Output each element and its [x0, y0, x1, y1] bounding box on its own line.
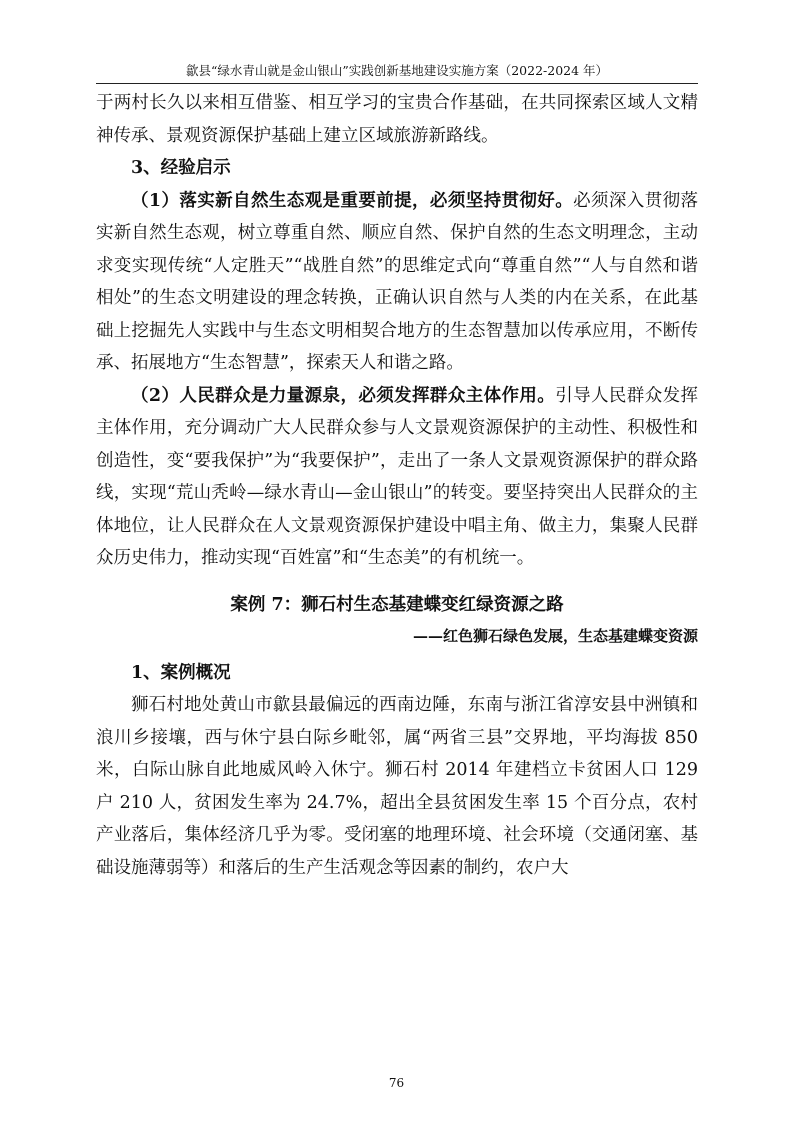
case-title: 案例 7：狮石村生态基建蝶变红绿资源之路	[230, 594, 564, 615]
paragraph-1-text: 必须深入贯彻落实新自然生态观，树立尊重自然、顺应自然、保护自然的生态文明理念，主动求变实现传统“人定胜天”“战胜自然”的思维定式向“尊重自然”“人与自然和谐相处”的生态文明建设的理念转换，正确认识自然与人类的内在关系，在此基础上挖掘先人实践中与生态文明相契合地方的生态智慧加以传承应用，不断传承、拓展地方“生态智慧”，探索天人和谐之路。	[96, 190, 698, 373]
case-subtitle: ——红色狮石绿色发展，生态基建蝶变资源	[412, 626, 698, 645]
header-rule	[96, 83, 698, 84]
page-content	[96, 87, 698, 884]
paragraph-2-lead: （2）人民群众是力量源泉，必须发挥群众主体作用。	[131, 385, 556, 406]
paragraph-2-text: 引导人民群众发挥主体作用，充分调动广大人民群众参与人文景观资源保护的主动性、积极性和创造性，变“要我保护”为“我要保护”，走出了一条人文景观资源保护的群众路线，实现“荒山秃岭—绿水青山—金山银山”的转变。要坚持突出人民群众的主体地位，让人民群众在人文景观资源保护建设中唱主角、做主力，集聚人民群众历史伟力，推动实现“百姓富”和“生态美”的有机统一。	[96, 385, 698, 568]
paragraph-1	[96, 185, 698, 380]
section-heading-experience: 3、经验启示	[131, 158, 231, 178]
page-header: 歙县“绿水青山就是金山银山”实践创新基地建设实施方案（2022-2024 年）	[185, 63, 609, 78]
page-number: 76	[388, 1076, 405, 1090]
paragraph-3: 狮石村地处黄山市歙县最偏远的西南边陲，东南与浙江省淳安县中洲镇和浪川乡接壤，西与休宁县白际乡毗邻，属“两省三县”交界地，平均海拔 850 米，白际山脉自此地威风岭入休宁。狮石村 2014 年建档立卡贫困人口 129 户 210 人，贫困发生率为 24.7%，超出全县贫困发生率 15 个百分点，农村产业落后，集体经济几乎为零。受闭塞的地理环境、社会环境（交通闭塞、基础设施薄弱等）和落后的生产生活观念等因素的制约，农户大	[96, 695, 698, 878]
paragraph-1-lead: （1）落实新自然生态观是重要前提，必须坚持贯彻好。	[131, 190, 574, 211]
section-heading-overview: 1、案例概况	[131, 662, 231, 683]
intro-paragraph: 于两村长久以来相互借鉴、相互学习的宝贵合作基础，在共同探索区域人文精神传承、景观资源保护基础上建立区域旅游新路线。	[96, 93, 698, 146]
paragraph-2	[96, 380, 698, 575]
